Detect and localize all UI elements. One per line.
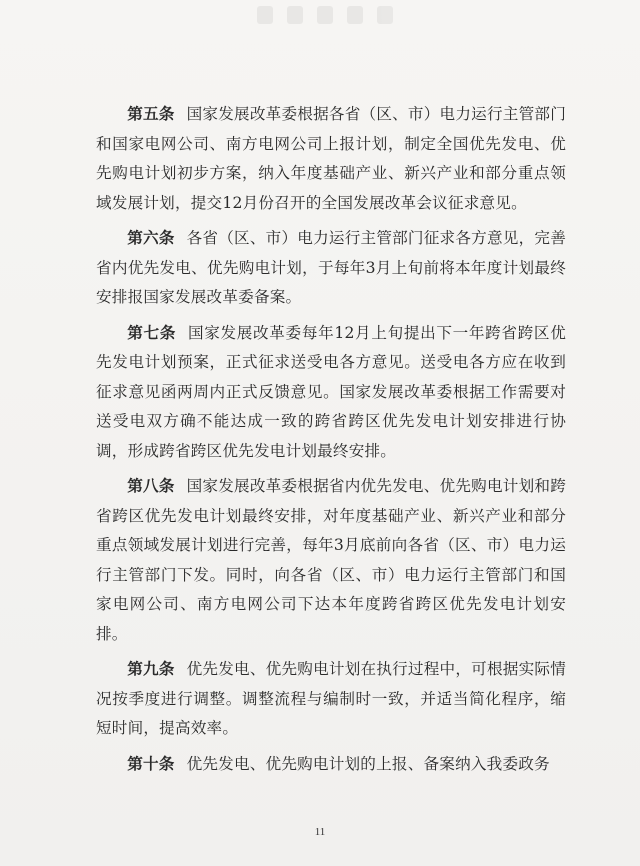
article-text: 国家发展改革委根据省内优先发电、优先购电计划和跨省跨区优先发电计划最终安排，对年度基础产业、新兴产业和部分重点领域发展计划进行完善，每年3月底前向各省（区、市）电力运行主管部门下发。同时，向各省（区、市）电力运行主管部门和国家电网公司、南方电网公司下达本年度跨省跨区优先发电计划安排。 xyxy=(96,477,566,643)
article-9 xyxy=(96,655,566,744)
faded-header-marks xyxy=(250,6,400,28)
article-8 xyxy=(96,472,566,649)
article-label: 第十条 xyxy=(127,754,175,773)
article-6 xyxy=(96,224,566,313)
article-text: 优先发电、优先购电计划在执行过程中，可根据实际情况按季度进行调整。调整流程与编制时一致，并适当简化程序，缩短时间，提高效率。 xyxy=(96,660,566,737)
article-label: 第九条 xyxy=(127,660,175,678)
article-text: 各省（区、市）电力运行主管部门征求各方意见，完善省内优先发电、优先购电计划，于每年3月上旬前将本年度计划最终安排报国家发展改革委备案。 xyxy=(96,229,566,306)
article-label: 第七条 xyxy=(127,323,176,342)
document-body xyxy=(96,100,566,785)
article-label: 第六条 xyxy=(127,229,175,247)
article-7 xyxy=(96,319,566,467)
article-5 xyxy=(96,100,566,218)
article-text: 国家发展改革委根据各省（区、市）电力运行主管部门和国家电网公司、南方电网公司上报计划，制定全国优先发电、优先购电计划初步方案，纳入年度基础产业、新兴产业和部分重点领域发展计划，提交12月份召开的全国发展改革会议征求意见。 xyxy=(96,105,566,212)
article-10 xyxy=(96,750,566,780)
article-text: 国家发展改革委每年12月上旬提出下一年跨省跨区优先发电计划预案，正式征求送受电各方意见。送受电各方应在收到征求意见函两周内正式反馈意见。国家发展改革委根据工作需要对送受电双方确不能达成一致的跨省跨区优先发电计划安排进行协调，形成跨省跨区优先发电计划最终安排。 xyxy=(96,323,566,460)
article-label: 第五条 xyxy=(127,105,175,123)
article-label: 第八条 xyxy=(127,477,175,495)
article-text: 优先发电、优先购电计划的上报、备案纳入我委政务 xyxy=(186,754,550,773)
page-number: 11 xyxy=(314,826,326,838)
